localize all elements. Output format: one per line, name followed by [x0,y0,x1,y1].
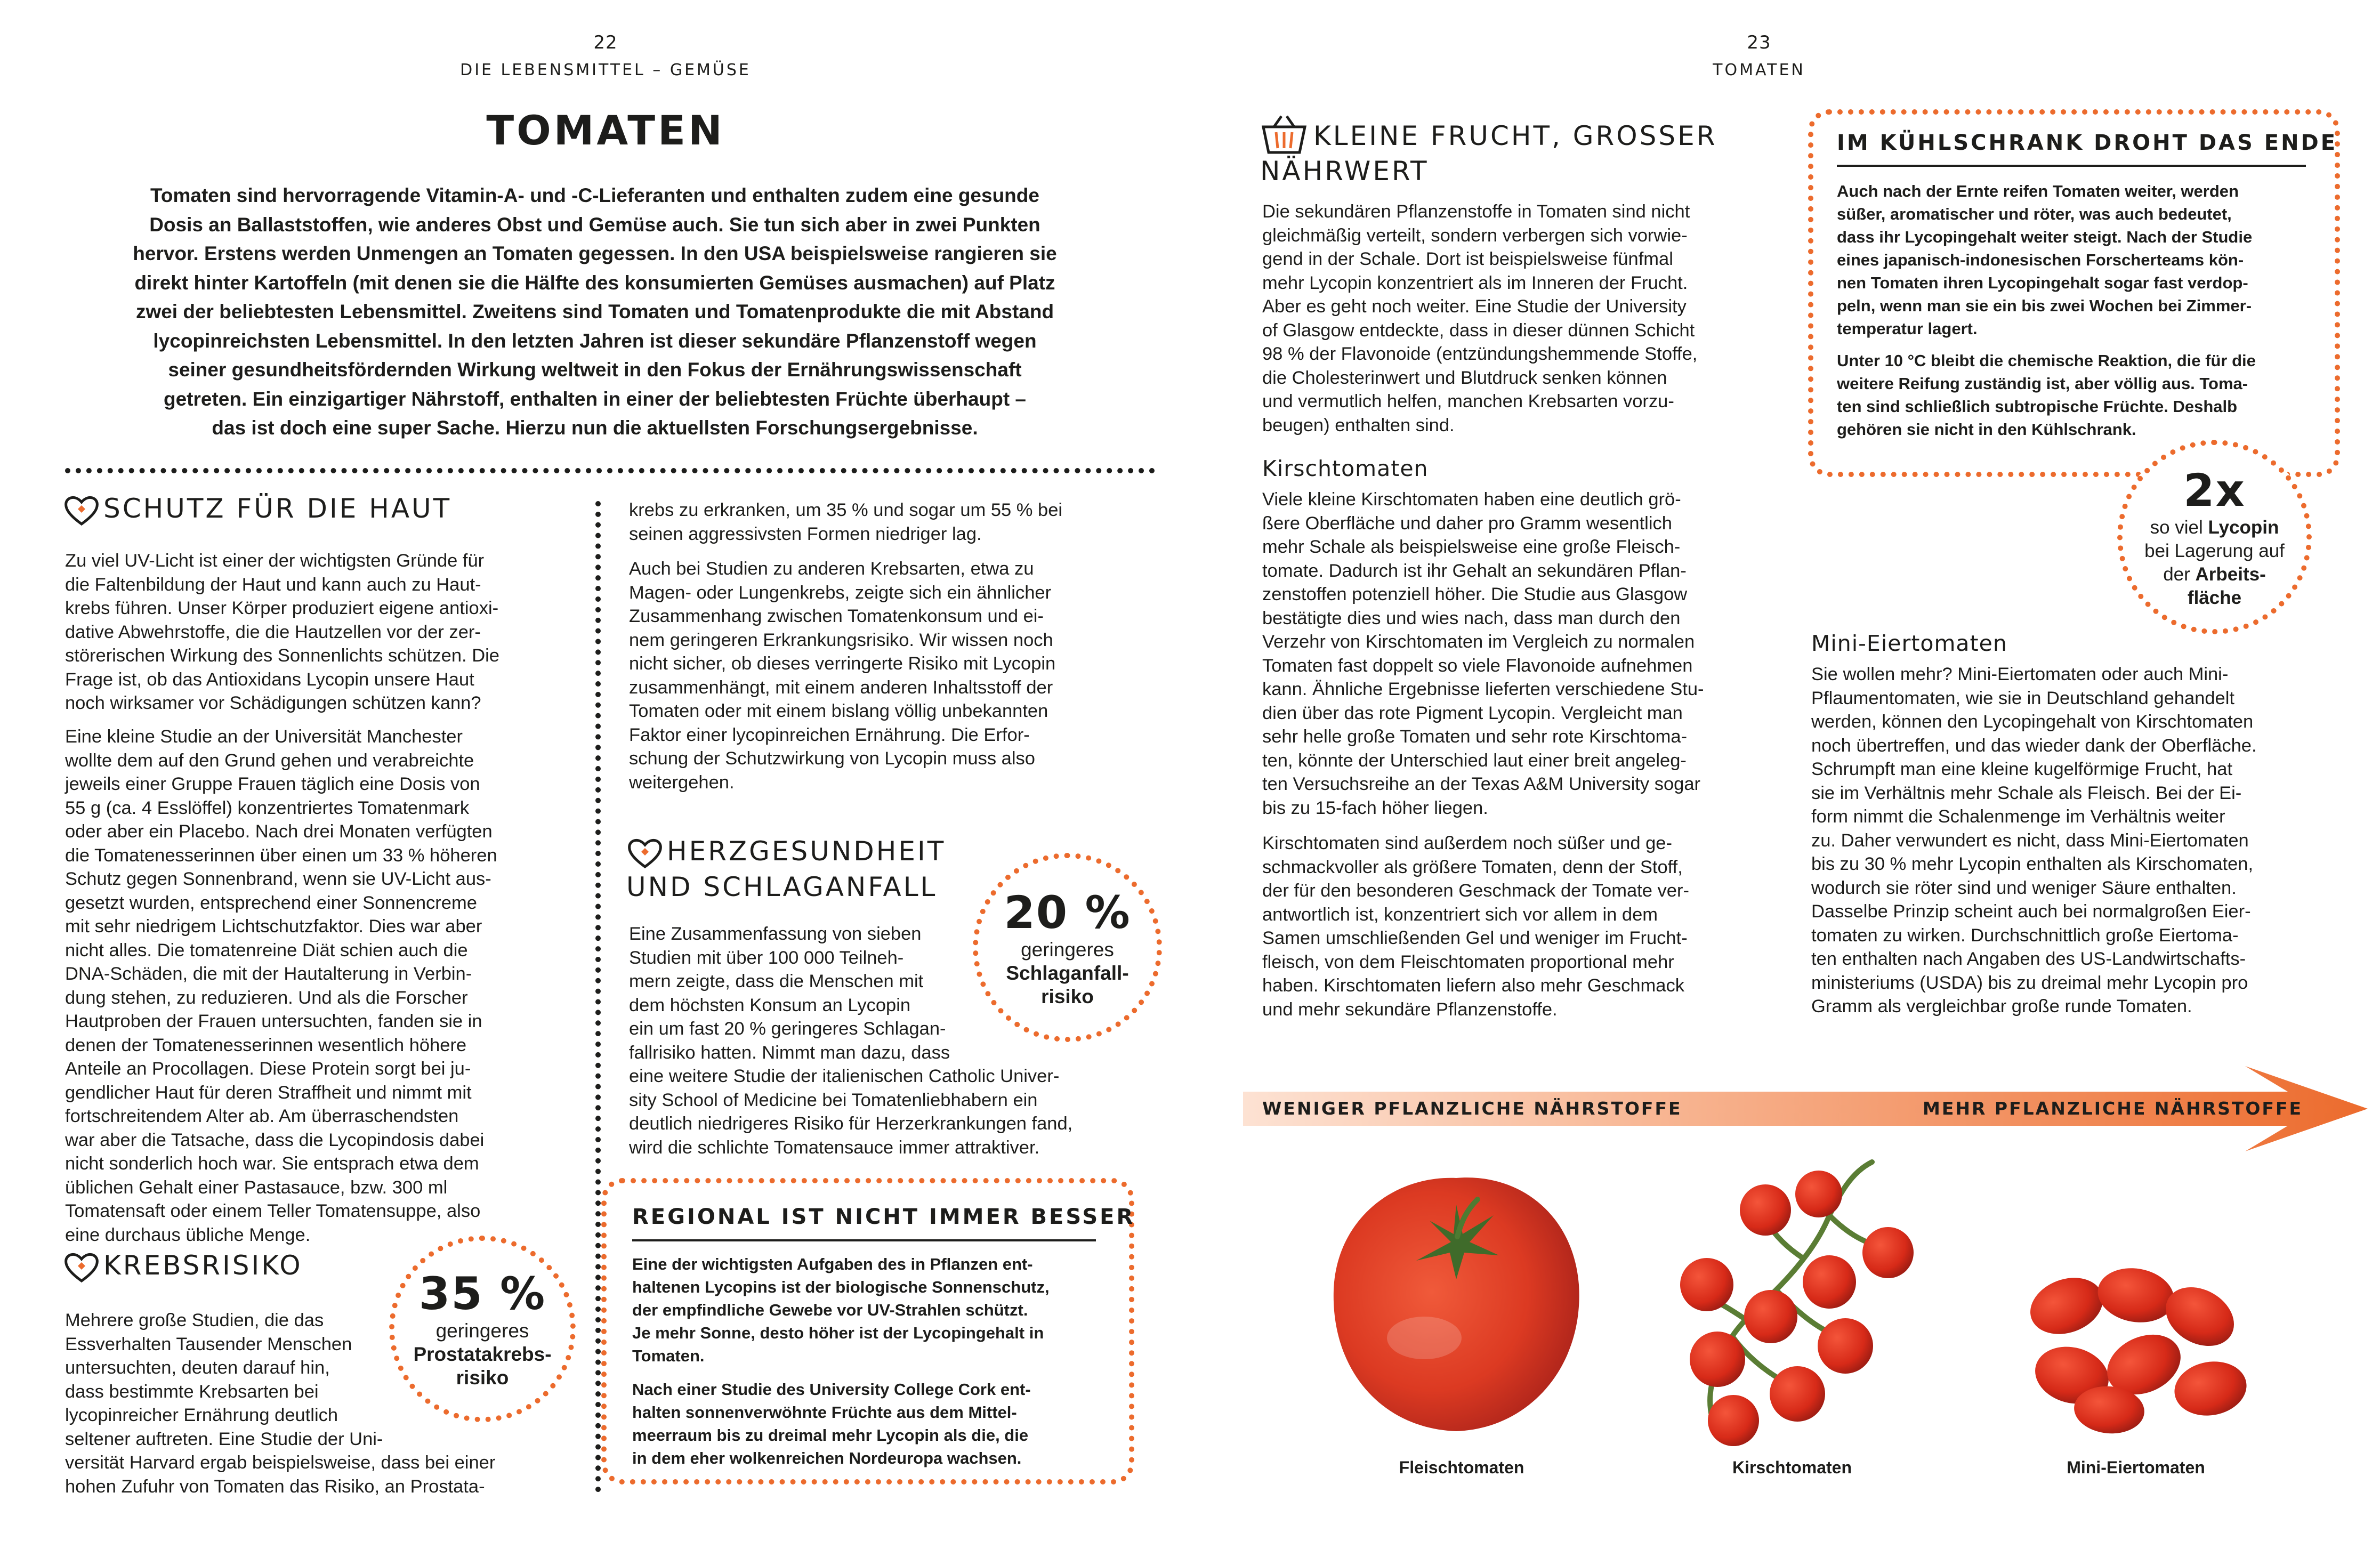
section-heading-krebs: KREBSRISIKO [63,1250,303,1284]
page-title: TOMATEN [486,107,725,154]
stat-value: 2x [2183,464,2246,517]
krebs-continued-paragraph [629,498,1167,546]
text-line: nicht alles. Die tomatenreine Diät schien auch die [65,940,468,961]
text-line: ten Versuchsreihe an der Texas A&M University sogar [1262,774,1701,794]
text-line: ministeriums (USDA) bis zu dreimal mehr Lycopin pro [1811,972,2248,993]
text-line: dass ihr Lycopingehalt weiter steigt. Nach der Studie [1837,228,2253,246]
text-line: untersuchten, deuten darauf hin, [65,1358,330,1378]
text-line: Tomatensaft oder einem Teller Tomatensuppe, also [65,1201,481,1221]
arrow-label-mehr: MEHR PFLANZLICHE NÄHRSTOFFE [1923,1098,2303,1119]
text-line: krebs führen. Unser Körper produziert eigene antioxi- [65,598,499,618]
text-line: Eine Zusammenfassung von sieben [629,924,922,944]
text-line: gesetzt wurden, entsprechend einer Sonnencreme [65,892,477,913]
text-line: Tomaten fast doppelt so viele Flavonoide aufnehmen [1262,655,1693,676]
text-line: sehr helle große Tomaten und sehr rote Kirschtoma- [1262,727,1688,747]
text-line: nem geringeren Erkrankungsrisiko. Wir wissen noch [629,630,1053,650]
text-line: Aber es geht noch weiter. Eine Studie der University [1262,296,1687,317]
text-line: direkt hinter Kartoffeln (mit denen sie die Hälfte des konsumierten Gemüses ausmachen) auf Platz [134,271,1055,294]
text-line: antwortlich ist, konzentriert sich vor allem in dem [1262,904,1658,925]
box-paragraph-1 [632,1253,1112,1367]
text-line: wollte dem auf den Grund gehen und verabreichte [65,750,474,771]
text-line: getreten. Ein einzigartiger Nährstoff, enthalten in einer der beliebtesten Früchte überhaupt – [164,388,1026,410]
text-line: Schutz gegen Sonnenbrand, wenn sie UV-Licht aus- [65,869,491,889]
text-line: Je mehr Sonne, desto höher ist der Lycopingehalt in [632,1324,1044,1342]
text-line: bis zu 30 % mehr Lycopin enthalten als Kirschomaten, [1811,854,2254,874]
text-line: seiner gesundheitsfördernden Wirkung weltweit in den Fokus der Ernährungswissenschaft [168,359,1022,381]
box-heading: REGIONAL IST NICHT IMMER BESSER [632,1205,1135,1229]
text-line: bis zu 15-fach höher liegen. [1262,797,1488,818]
text-line: Auch bei Studien zu anderen Krebsarten, etwa zu [629,559,1034,579]
text-line: gleichmäßig verteilt, sondern verbergen sich vorwie- [1262,225,1688,246]
text-line: ein um fast 20 % geringeres Schlagan- [629,1019,946,1039]
cherry-tomatoes-vine-image [1669,1151,1920,1450]
box-paragraph-2 [632,1378,1112,1470]
text-line: Samen umschließenden Gel und weniger im Frucht- [1262,928,1688,948]
text-line: Mehrere große Studien, die das [65,1310,324,1330]
stat-circle-schlaganfall: 20 % geringeres Schlaganfall- risiko [973,853,1162,1042]
text-line: fleisch, von dem Fleischtomaten proportional mehr [1262,951,1674,972]
text-line: gend in der Schale. Dort ist beispielsweise fünfmal [1262,249,1673,269]
text-line: der für den besonderen Geschmack der Tomate ver- [1262,881,1689,901]
schutz-paragraph-1 [65,549,587,715]
text-line: zenstoffen potenziell höher. Die Studie aus Glasgow [1262,584,1688,604]
text-line: haltenen Lycopins ist der biologische Sonnenschutz, [632,1278,1050,1296]
text-line: schmackvoller als größere Tomaten, denn der Stoff, [1262,857,1683,877]
text-line: werden, können den Lycopingehalt von Kirschtomaten [1811,712,2254,732]
info-box-kuehlschrank [1808,109,2340,477]
text-line: bestätigte dies und wies nach, dass man durch den [1262,608,1681,628]
text-line: zusammenhängt, mit einem anderen Inhaltsstoff der [629,677,1053,698]
text-line: zwei der beliebtesten Lebensmittel. Zweitens sind Tomaten und Tomatenprodukte die mit Abstand [135,301,1054,322]
caption-kirschtomaten: Kirschtomaten [1732,1458,1852,1477]
text-line: die Tomatenesserinnen über einen um 33 % höheren [65,845,497,866]
text-line: dass bestimmte Krebsarten bei [65,1381,319,1402]
running-head: DIE LEBENSMITTEL – GEMÜSE [460,61,751,79]
mini-plum-tomatoes-image [2016,1258,2256,1434]
box-heading-underline [1837,165,2306,167]
text-line: Anteile an Procollagen. Diese Protein sorgt bei ju- [65,1059,471,1079]
divider [65,468,1155,473]
text-line: sity School of Medicine bei Tomatenliebhabern ein [629,1090,1038,1110]
text-line: nicht sonderlich hoch war. Sie entsprach etwa dem [65,1153,479,1174]
text-line: Schrumpft man eine kleine kugelförmige Frucht, hat [1811,759,2233,779]
mini-paragraph [1811,663,2366,1019]
right-page [1190,0,2380,1549]
klein-paragraph [1262,200,1801,437]
text-line: nen Tomaten ihren Lycopingehalt sogar fast verdop- [1837,273,2248,292]
text-line: Unter 10 °C bleibt die chemische Reaktion, die für die [1837,351,2256,370]
text-line: Gramm als vergleichbar große runde Tomaten. [1811,996,2192,1016]
text-line: 55 g (ca. 4 Esslöffel) konzentriertes Tomatenmark [65,797,470,818]
text-line: jeweils einer Gruppe Frauen täglich eine Dosis von [65,774,480,794]
text-line: hohen Zufuhr von Tomaten das Risiko, an Prostata- [65,1476,485,1497]
text-line: temperatur lagert. [1837,319,1978,338]
text-line: tomate. Dadurch ist ihr Gehalt an sekundären Pflan- [1262,560,1687,581]
text-line: Essverhalten Tausender Menschen [65,1334,352,1354]
text-line: mern zeigte, dass die Menschen mit [629,971,924,991]
text-line: beugen) enthalten sind. [1262,415,1455,435]
info-box-regional [601,1178,1134,1485]
text-line: eine durchaus übliche Menge. [65,1224,311,1245]
box-paragraph-2 [1837,349,2317,441]
text-line: wird die schlichte Tomatensauce immer attraktiver. [629,1137,1040,1158]
text-line: zu. Daher verwundert es nicht, dass Mini-Eiertomaten [1811,830,2249,851]
text-line: Magen- oder Lungenkrebs, zeigte sich ein ähnlicher [629,582,1052,603]
text-line: haben. Kirschtomaten liefern also mehr Geschmack [1262,975,1684,996]
text-line: Zu viel UV-Licht ist einer der wichtigsten Gründe für [65,551,485,571]
other-cancers-paragraph [629,557,1167,794]
text-line: Eine kleine Studie an der Universität Manchester [65,727,463,747]
text-line: nicht sicher, ob dieses verringerte Risiko mit Lycopin [629,654,1056,674]
text-line: kann. Ähnliche Ergebnisse lieferten verschiedene Stu- [1262,679,1704,699]
section-heading-herz: HERZGESUNDHEIT UND SCHLAGANFALL [626,836,946,902]
text-line: und vermutlich helfen, manchen Krebsarten vorzu- [1262,391,1674,412]
intro-paragraph [80,181,1110,443]
text-line: ten, könnte der Unterschied laut einer breit angeleg- [1262,750,1687,771]
box-heading: IM KÜHLSCHRANK DROHT DAS ENDE [1837,131,2338,155]
text-line: of Glasgow entdeckte, dass in dieser dünnen Schicht [1262,320,1695,341]
text-line: war aber die Tatsache, dass die Lycopindosis dabei [65,1130,485,1150]
text-line: deutlich niedrigeres Risiko für Herzerkrankungen fand, [629,1114,1073,1134]
text-line: dative Abwehrstoffe, die die Hautzellen vor der zer- [65,622,481,642]
text-line: mehr Schale als beispielsweise eine große Fleisch- [1262,537,1681,557]
text-line: noch übertreffen, und das wieder dank der Oberfläche. [1811,735,2257,756]
text-line: Viele kleine Kirschtomaten haben eine deutlich grö- [1262,489,1681,510]
text-line: gendlicher Haut für deren Straffheit und nimmt mit [65,1082,472,1103]
text-line: dem höchsten Konsum an Lycopin [629,995,911,1015]
text-line: wodurch sie röter sind und weniger Säure enthalten. [1811,877,2237,898]
stat-circle-prostata: 35 % geringeres Prostatakrebs- risiko [389,1236,576,1422]
text-line: süßer, aromatischer und röter, was auch bedeutet, [1837,205,2232,223]
text-line: hervor. Erstens werden Unmengen an Tomaten gegessen. In den USA beispielsweise rangieren sie [133,243,1057,264]
text-line: noch wirksamer vor Schädigungen schützen kann? [65,693,481,713]
text-line: fallrisiko hatten. Nimmt man dazu, dass [629,1042,950,1063]
section-heading-schutz: SCHUTZ FÜR DIE HAUT [63,493,451,527]
text-line: das ist doch eine super Sache. Hierzu nun die aktuellsten Forschungsergebnisse. [212,417,978,439]
text-line: tomaten zu wirken. Durchschnittlich große Eiertoma- [1811,925,2239,946]
text-line: üblichen Gehalt einer Pastasauce, bzw. 300 ml [65,1177,448,1198]
heart-icon [63,494,100,527]
text-line: die Faltenbildung der Haut und kann auch zu Haut- [65,574,481,595]
text-line: sie im Verhältnis mehr Schale als Fleisch. Bei der Ei- [1811,782,2242,803]
heart-icon [626,837,664,870]
text-line: form nimmt die Schalenmenge im Verhältnis weiter [1811,806,2225,827]
box-paragraph-1 [1837,180,2317,340]
text-line: Tomaten oder mit einem bislang völlig unbekannten [629,701,1048,721]
text-line: und mehr sekundäre Pflanzenstoffe. [1262,999,1558,1020]
subheading-mini-eiertomaten: Mini-Eiertomaten [1811,631,2007,656]
text-line: Sie wollen mehr? Mini-Eiertomaten oder auch Mini- [1811,664,2229,684]
text-line: der empfindliche Gewebe vor UV-Strahlen schützt. [632,1301,1028,1319]
text-line: dien über das rote Pigment Lycopin. Vergleicht man [1262,703,1683,723]
subheading-kirschtomaten: Kirschtomaten [1262,456,1429,481]
text-line: ten sind schließlich subtropische Früchte. Deshalb [1837,397,2238,416]
text-line: Frage ist, ob das Antioxidans Lycopin unsere Haut [65,669,474,690]
text-line: seltener auftreten. Eine Studie der Uni- [65,1429,383,1449]
text-line: 98 % der Flavonoide (entzündungshemmende Stoffe, [1262,344,1698,364]
text-line: Tomaten. [632,1346,705,1365]
text-line: versität Harvard ergab beispielsweise, dass bei einer [65,1453,496,1473]
text-line: störerischen Wirkung des Sonnenlichts schützen. Die [65,646,499,666]
text-line: halten sonnenverwöhnte Früchte aus dem Mittel- [632,1403,1017,1422]
text-line: Dosis an Ballaststoffen, wie anderes Obst und Gemüse auch. Sie tun sich aber in zwei Punkten [149,213,1040,236]
text-line: eine weitere Studie der italienischen Catholic Univer- [629,1066,1060,1086]
kirsch-paragraph-1 [1262,488,1801,820]
text-line: denen der Tomatenesserinnen wesentlich höhere [65,1035,467,1055]
text-line: Studien mit über 100 000 Teilneh- [629,947,904,968]
page-number: 23 [1747,32,1771,53]
text-line: Dasselbe Prinzip scheint auch bei normalgroßen Eier- [1811,901,2251,922]
text-line: Faktor einer lycopinreichen Ernährung. Die Erfor- [629,724,1030,745]
text-line: DNA-Schäden, die mit der Hautalterung in Verbin- [65,964,472,984]
text-line: Kirschtomaten sind außerdem noch süßer und ge- [1262,833,1672,853]
text-line: lycopinreicher Ernährung deutlich [65,1405,338,1425]
text-line: Verzehr von Kirschtomaten im Vergleich zu normalen [1262,632,1695,652]
stat-circle-lycopin: 2x so viel Lycopin bei Lagerung auf der Arbeits- fläche [2117,440,2312,634]
text-line: die Cholesterinwert und Blutdruck senken können [1262,367,1667,388]
text-line: eines japanisch-indonesischen Forscherteams kön- [1837,251,2244,269]
text-line: fortschreitendem Alter ab. Am überraschendsten [65,1106,459,1126]
text-line: mehr Lycopin konzentriert als im Inneren der Frucht. [1262,272,1688,293]
text-line: seinen aggressivsten Formen niedriger lag. [629,523,982,544]
kirsch-paragraph-2 [1262,832,1801,1021]
text-line: weitergehen. [629,772,735,793]
text-line: Tomaten sind hervorragende Vitamin-A- und -C-Lieferanten und enthalten zudem eine gesunde [150,184,1039,206]
schutz-paragraph-2 [65,725,587,1247]
text-line: Hautproben der Frauen untersuchten, fanden sie in [65,1011,482,1031]
text-line: schung der Schutzwirkung von Lycopin muss also [629,748,1035,769]
stat-value: 20 % [1004,886,1131,939]
text-line: weitere Reifung zuständig ist, aber völlig aus. Toma- [1837,374,2248,393]
stat-value: 35 % [418,1268,546,1320]
box-heading-underline [632,1239,1096,1241]
text-line: oder aber ein Placebo. Nach drei Monaten verfügten [65,821,493,842]
text-line: Auch nach der Ernte reifen Tomaten weiter, werden [1837,182,2239,200]
text-line: mit sehr niedrigem Lichtschutzfaktor. Dies war aber [65,916,482,937]
text-line: lycopinreichsten Lebensmittel. In den letzten Jahren ist dieser sekundäre Pflanzenstoff wegen [153,329,1037,352]
text-line: in dem eher wolkenreichen Nordeuropa wachsen. [632,1449,1022,1467]
arrow-label-weniger: WENIGER PFLANZLICHE NÄHRSTOFFE [1262,1098,1682,1119]
text-line: ßere Oberfläche und daher pro Gramm wesentlich [1262,513,1672,534]
text-line: Die sekundären Pflanzenstoffe in Tomaten sind nicht [1262,201,1690,222]
caption-mini-eiertomaten: Mini-Eiertomaten [2067,1458,2205,1477]
text-line: peln, wenn man sie ein bis zwei Wochen bei Zimmer- [1837,296,2252,315]
section-heading-klein: KLEINE FRUCHT, GROSSER NÄHRWERT [1260,120,1717,187]
text-line: dung stehen, zu reduzieren. Und als die Forscher [65,987,468,1008]
heart-icon [63,1251,100,1284]
text-line: Eine der wichtigsten Aufgaben des in Pflanzen ent- [632,1255,1033,1273]
text-line: gehören sie nicht in den Kühlschrank. [1837,420,2136,439]
text-line: krebs zu erkranken, um 35 % und sogar um 55 % bei [629,500,1063,520]
text-line: ten enthalten nach Angaben des US-Landwirtschafts- [1811,949,2246,969]
running-head: TOMATEN [1713,61,1805,79]
page-number: 22 [593,32,618,53]
caption-fleischtomaten: Fleischtomaten [1399,1458,1524,1477]
beefsteak-tomato-image [1323,1162,1590,1439]
text-line: Nach einer Studie des University College Cork ent- [632,1380,1031,1399]
text-line: Zusammenhang zwischen Tomatenkonsum und ei- [629,606,1044,626]
text-line: meerraum bis zu dreimal mehr Lycopin als die, die [632,1426,1029,1445]
text-line: Pflaumentomaten, wie sie in Deutschland gehandelt [1811,688,2234,708]
